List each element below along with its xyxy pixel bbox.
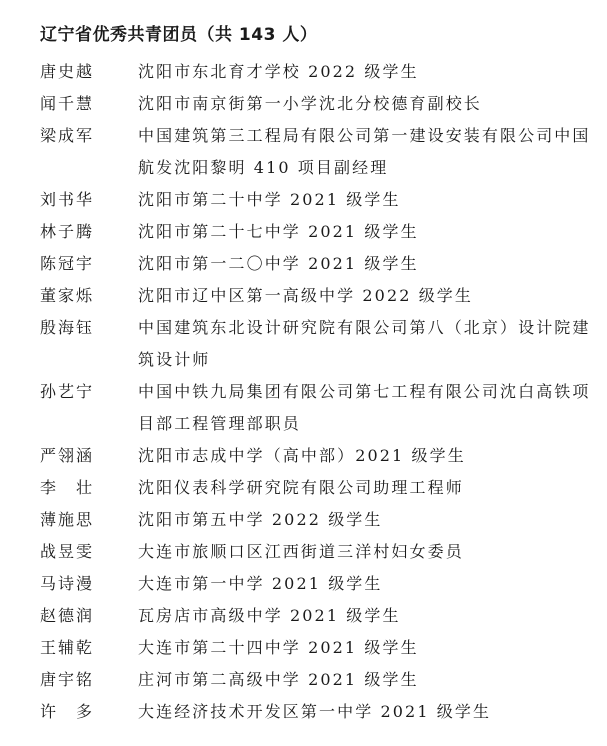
member-affiliation: 沈阳市东北育才学校 2022 级学生	[138, 62, 419, 81]
member-affiliation: 沈阳市志成中学（高中部）2021 级学生	[138, 446, 466, 465]
member-affiliation: 沈阳市辽中区第一高级中学 2022 级学生	[138, 286, 473, 305]
member-affiliation: 大连市第一中学 2021 级学生	[138, 574, 383, 593]
member-name: 闻千慧	[40, 94, 95, 113]
member-name: 薄施思	[40, 510, 95, 529]
member-name: 唐史越	[40, 62, 95, 81]
member-name: 王辅乾	[40, 638, 95, 657]
member-name: 刘书华	[40, 190, 95, 209]
list-item	[40, 504, 600, 536]
list-item	[40, 56, 600, 88]
member-affiliation: 大连市第二十四中学 2021 级学生	[138, 638, 419, 657]
member-name: 董家烁	[40, 286, 95, 305]
list-item	[40, 280, 600, 312]
member-name: 严翎涵	[40, 446, 95, 465]
list-item	[40, 376, 600, 440]
member-name: 唐宇铭	[40, 670, 95, 689]
list-item	[40, 600, 600, 632]
member-affiliation: 沈阳仪表科学研究院有限公司助理工程师	[138, 478, 464, 497]
list-item	[40, 248, 600, 280]
list-item	[40, 184, 600, 216]
list-item	[40, 696, 600, 728]
member-affiliation: 大连市旅顺口区江西街道三洋村妇女委员	[138, 542, 464, 561]
list-item	[40, 88, 600, 120]
list-item	[40, 440, 600, 472]
member-name: 马诗漫	[40, 574, 95, 593]
member-name: 陈冠宇	[40, 254, 95, 273]
member-affiliation: 沈阳市第一二〇中学 2021 级学生	[138, 254, 419, 273]
member-name: 李 壮	[40, 478, 95, 497]
list-item	[40, 120, 600, 184]
list-item	[40, 568, 600, 600]
list-item	[40, 312, 600, 376]
list-item	[40, 632, 600, 664]
list-item	[40, 536, 600, 568]
list-item	[40, 472, 600, 504]
member-affiliation: 中国中铁九局集团有限公司第七工程有限公司沈白高铁项目部工程管理部职员	[138, 382, 591, 433]
member-name: 许 多	[40, 702, 95, 721]
member-affiliation: 中国建筑东北设计研究院有限公司第八（北京）设计院建筑设计师	[138, 318, 591, 369]
list-item	[40, 216, 600, 248]
member-affiliation: 大连经济技术开发区第一中学 2021 级学生	[138, 702, 492, 721]
member-name: 殷海钰	[40, 318, 95, 337]
member-affiliation: 沈阳市第二十中学 2021 级学生	[138, 190, 401, 209]
member-name: 梁成军	[40, 126, 95, 145]
member-affiliation: 沈阳市第五中学 2022 级学生	[138, 510, 383, 529]
member-affiliation: 瓦房店市高级中学 2021 级学生	[138, 606, 401, 625]
member-name: 赵德润	[40, 606, 95, 625]
member-name: 林子腾	[40, 222, 95, 241]
member-affiliation: 中国建筑第三工程局有限公司第一建设安装有限公司中国航发沈阳黎明 410 项目副经理	[138, 126, 591, 177]
section-heading: 辽宁省优秀共青团员（共 143 人）	[40, 25, 318, 45]
member-list	[40, 56, 600, 728]
member-affiliation: 沈阳市南京街第一小学沈北分校德育副校长	[138, 94, 482, 113]
member-name: 孙艺宁	[40, 382, 95, 401]
member-affiliation: 沈阳市第二十七中学 2021 级学生	[138, 222, 419, 241]
member-name: 战昱雯	[40, 542, 95, 561]
list-item	[40, 664, 600, 696]
member-affiliation: 庄河市第二高级中学 2021 级学生	[138, 670, 419, 689]
